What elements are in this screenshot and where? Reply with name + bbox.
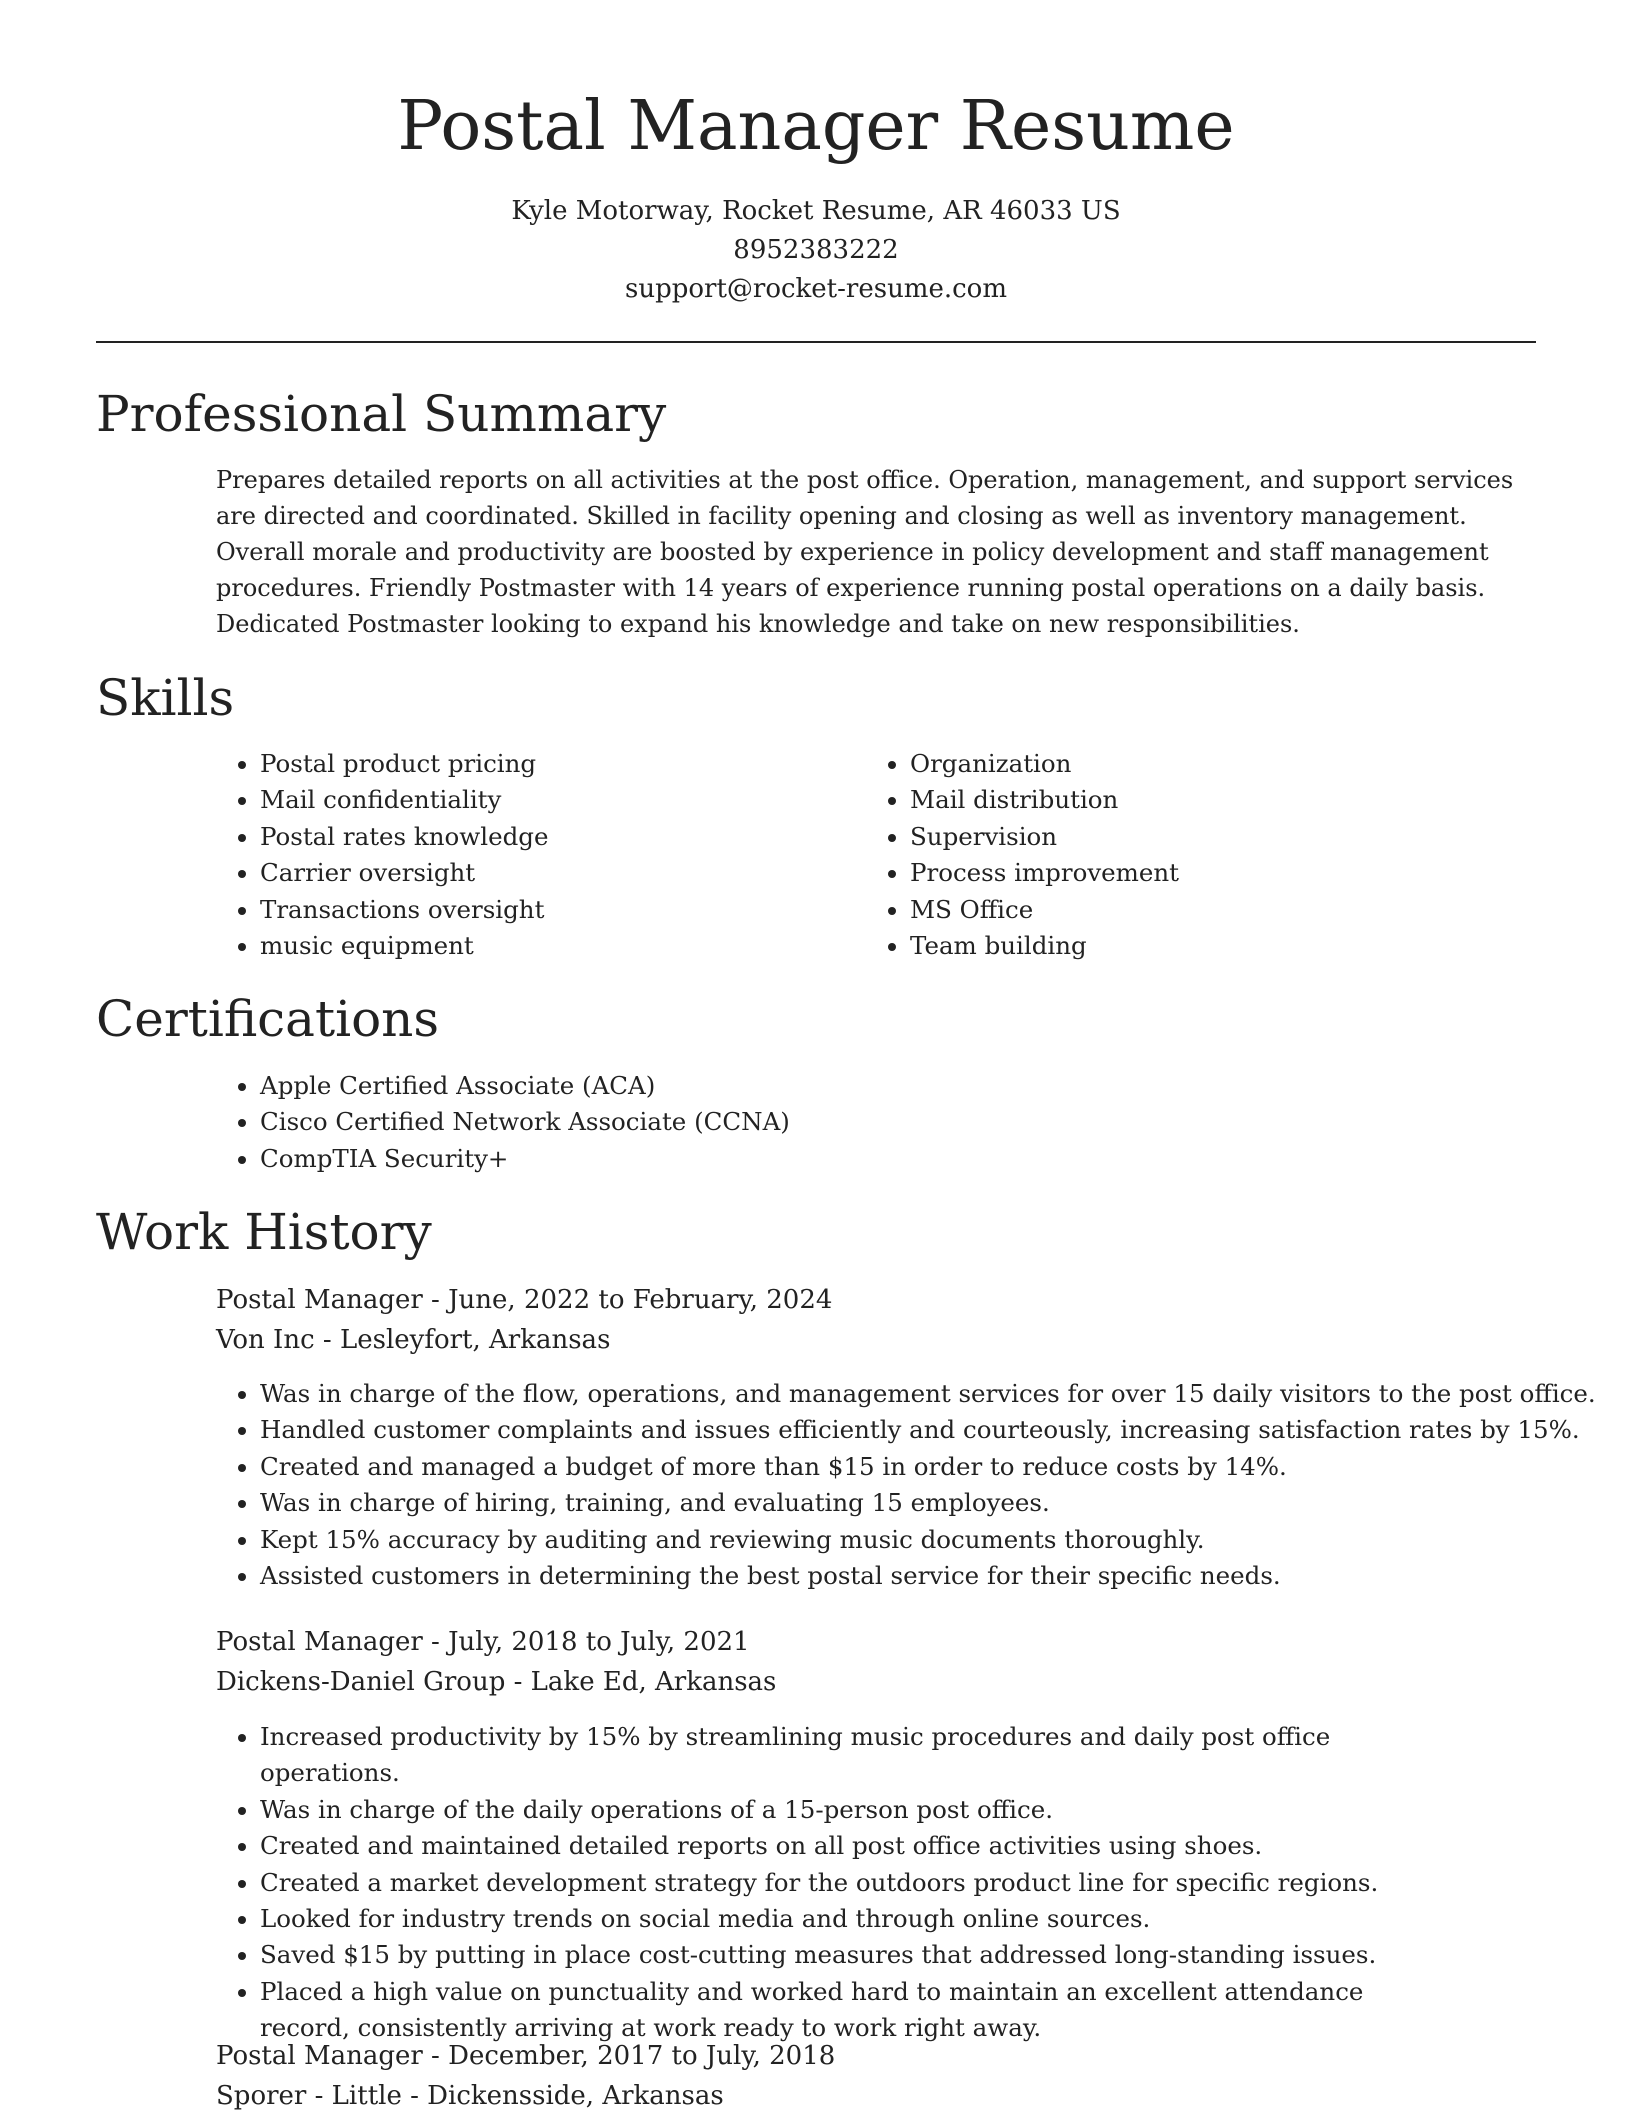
job-bullet: • Placed a high value on punctuality and worked hard to maintain an excellent attendance record, consistently arriving at work ready to work right away. xyxy=(260,1974,1460,2047)
job-bullet: • Created and maintained detailed reports on all post office activities using shoes. xyxy=(260,1828,1460,1864)
job-title-line: Postal Manager - July, 2018 to July, 2021 xyxy=(216,1627,750,1657)
skill-item: • Carrier oversight xyxy=(260,855,860,891)
contact-block xyxy=(0,192,1632,309)
skill-item: • Mail distribution xyxy=(910,782,1510,818)
skill-item: • Postal rates knowledge xyxy=(260,819,860,855)
job-bullets xyxy=(216,1376,1600,1594)
contact-email: support@rocket-resume.com xyxy=(624,274,1007,304)
job-bullets xyxy=(216,1719,1460,2047)
job-bullet: • Assisted customers in determining the best postal service for their specific needs. xyxy=(260,1558,1600,1594)
skill-item: • MS Office xyxy=(910,892,1510,928)
skill-item: • Process improvement xyxy=(910,855,1510,891)
job-bullet: • Handled customer complaints and issues efficiently and courteously, increasing satisfaction rates by 15%. xyxy=(260,1412,1600,1448)
work-history-heading: Work History xyxy=(96,1203,432,1261)
skill-item: • Transactions oversight xyxy=(260,892,860,928)
skills-heading: Skills xyxy=(96,669,235,727)
job-bullet: • Was in charge of hiring, training, and evaluating 15 employees. xyxy=(260,1485,1600,1521)
job-company-line: Von Inc - Lesleyfort, Arkansas xyxy=(216,1325,611,1355)
skills-list-right xyxy=(866,746,1510,964)
job-company-line: Dickens-Daniel Group - Lake Ed, Arkansas xyxy=(216,1667,777,1697)
skill-item: • Team building xyxy=(910,928,1510,964)
job-bullet: • Increased productivity by 15% by streamlining music procedures and daily post office operations. xyxy=(260,1719,1460,1792)
skill-item: • music equipment xyxy=(260,928,860,964)
skill-item: • Supervision xyxy=(910,819,1510,855)
contact-address: Kyle Motorway, Rocket Resume, AR 46033 US xyxy=(511,196,1121,226)
job-company-line: Sporer - Little - Dickensside, Arkansas xyxy=(216,2081,724,2111)
job-bullet: • Created and managed a budget of more than $15 in order to reduce costs by 14%. xyxy=(260,1449,1600,1485)
certifications-heading: Certifications xyxy=(96,990,440,1048)
contact-phone: 8952383222 xyxy=(733,235,899,265)
job-bullet: • Saved $15 by putting in place cost-cutting measures that addressed long-standing issues. xyxy=(260,1937,1460,1973)
job-title-line: Postal Manager - June, 2022 to February, 2024 xyxy=(216,1285,833,1315)
summary-text: Prepares detailed reports on all activities at the post office. Operation, management, and support services are directed and coordinated. Skilled in facility opening and closing as well as inventory management. Overall morale and productivity are boosted by experience in policy development and staff management procedures. Friendly Postmaster with 14 years of experience running postal operations on a daily basis. Dedicated Postmaster looking to expand his knowledge and take on new responsibilities. xyxy=(216,466,1514,638)
certification-item: • Cisco Certified Network Associate (CCNA) xyxy=(260,1104,1560,1140)
job-bullet: • Was in charge of the flow, operations, and management services for over 15 daily visitors to the post office. xyxy=(260,1376,1600,1412)
job-title-line: Postal Manager - December, 2017 to July, 2018 xyxy=(216,2041,836,2071)
job-bullet: • Was in charge of the daily operations of a 15-person post office. xyxy=(260,1792,1460,1828)
certifications-list xyxy=(216,1068,1560,1177)
skill-item: • Organization xyxy=(910,746,1510,782)
summary-heading: Professional Summary xyxy=(96,385,667,443)
skill-item: • Postal product pricing xyxy=(260,746,860,782)
skill-item: • Mail confidentiality xyxy=(260,782,860,818)
certification-item: • Apple Certified Associate (ACA) xyxy=(260,1068,1560,1104)
job-bullet: • Kept 15% accuracy by auditing and reviewing music documents thoroughly. xyxy=(260,1522,1600,1558)
resume-title: Postal Manager Resume xyxy=(397,87,1235,166)
skills-list-left xyxy=(216,746,860,964)
header-divider xyxy=(96,341,1536,343)
certification-item: • CompTIA Security+ xyxy=(260,1141,1560,1177)
job-bullet: • Created a market development strategy for the outdoors product line for specific regions. xyxy=(260,1865,1460,1901)
job-bullet: • Looked for industry trends on social media and through online sources. xyxy=(260,1901,1460,1937)
